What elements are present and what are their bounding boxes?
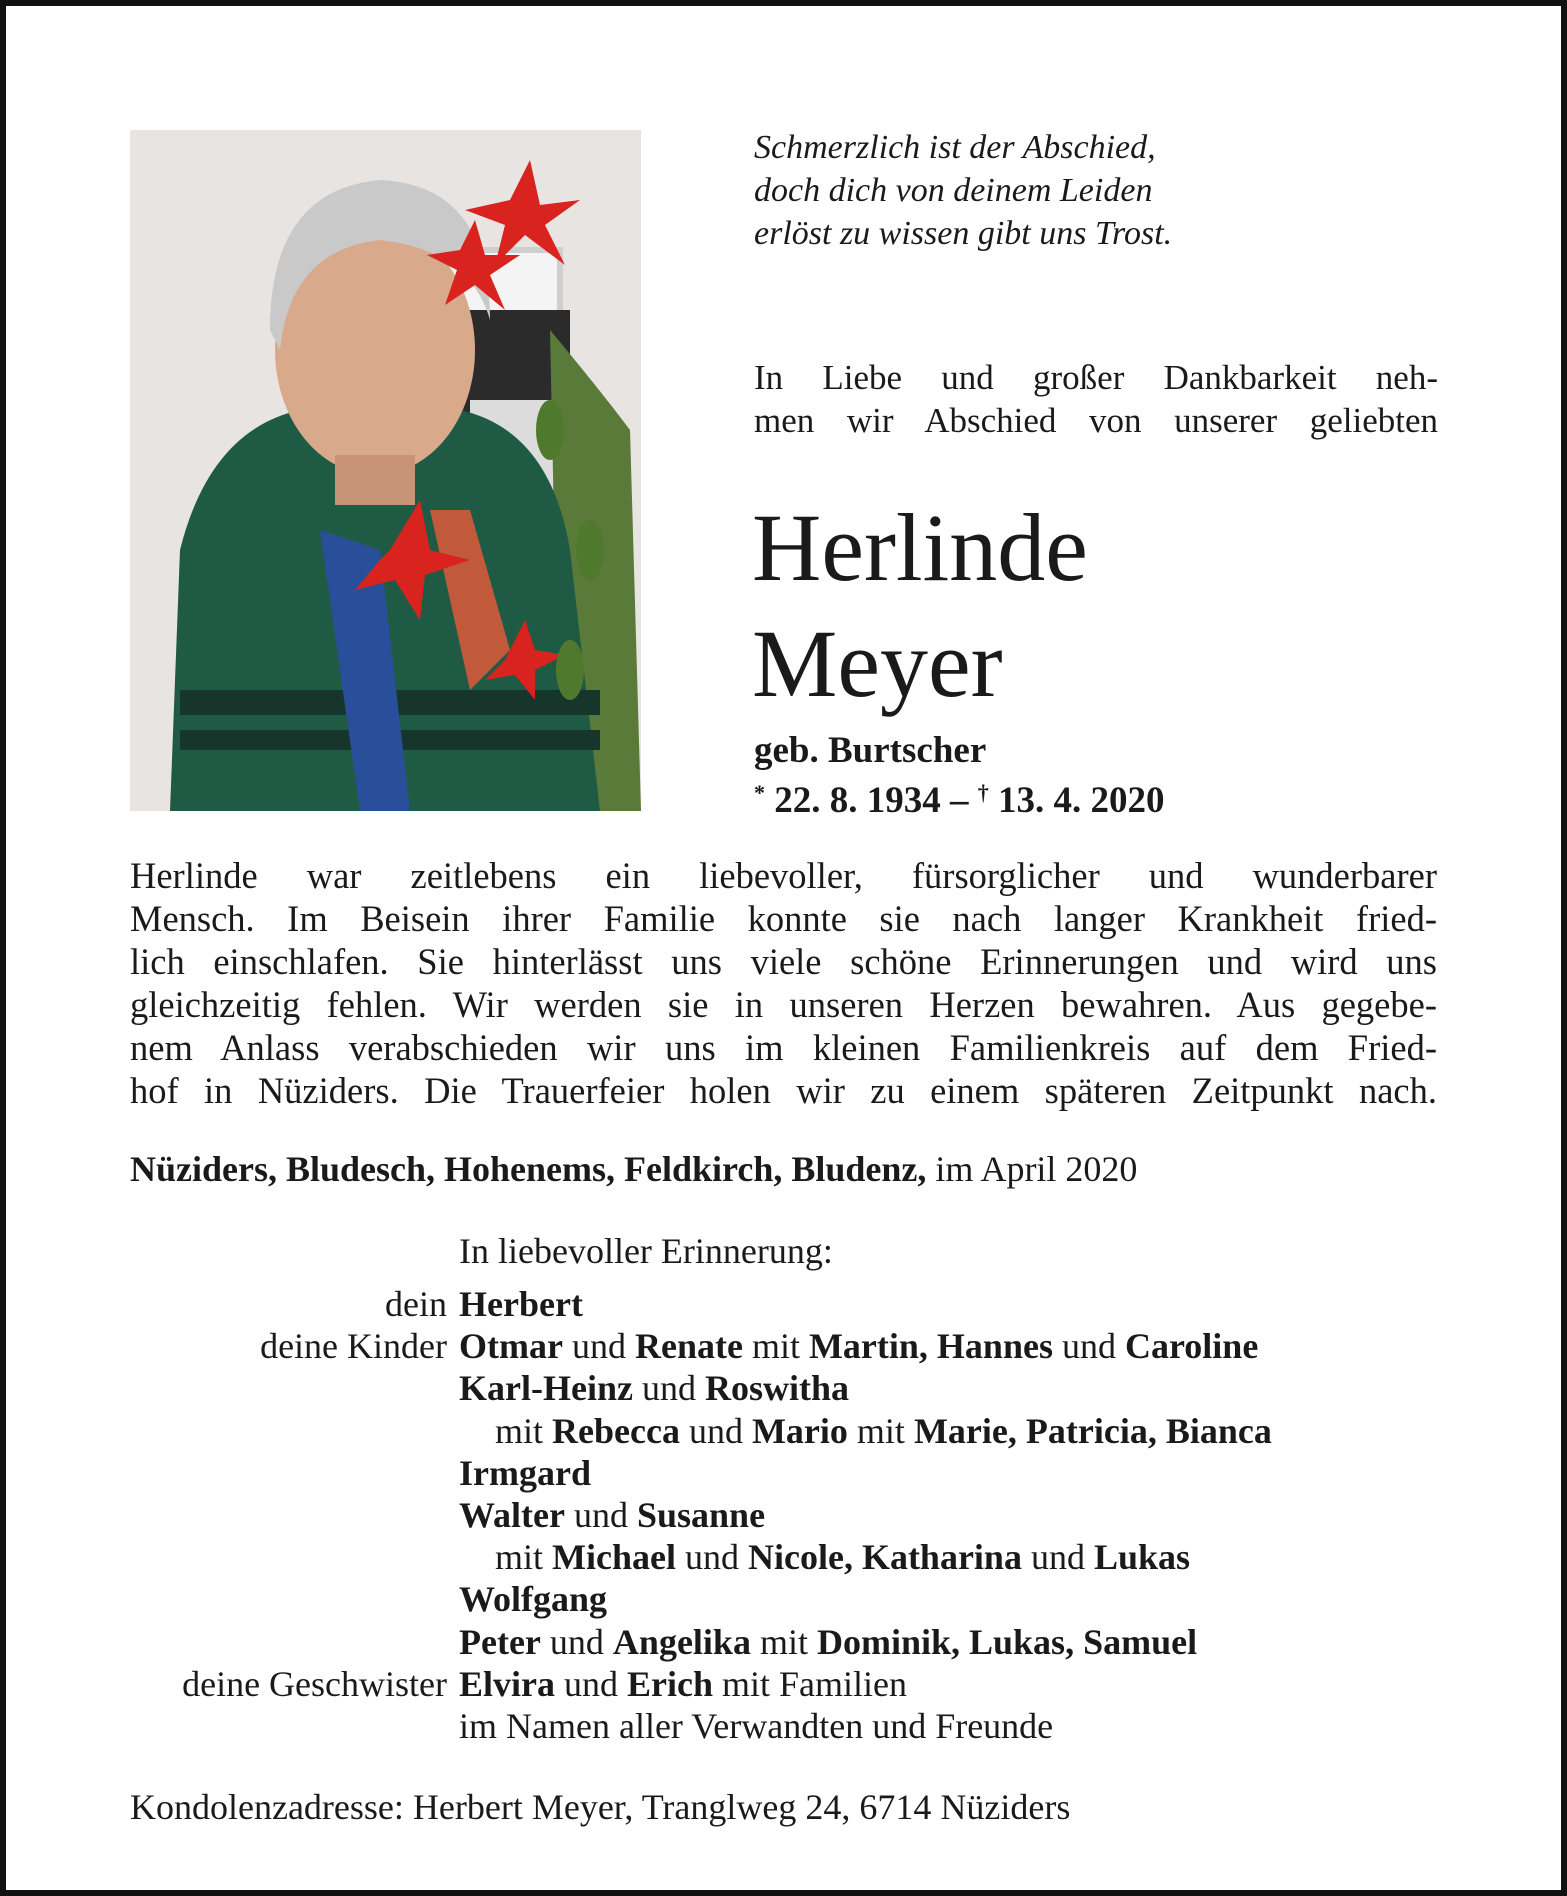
- family-names: [459, 1494, 765, 1536]
- relation-label: deine Kinder: [260, 1326, 447, 1367]
- family-row: [130, 1621, 1272, 1663]
- connector-text: und: [1052, 1326, 1125, 1367]
- family-row: [130, 1578, 1272, 1620]
- intro-text: [754, 356, 1438, 442]
- family-member-name: Lukas: [1093, 1537, 1191, 1578]
- connector-text: und: [679, 1410, 752, 1451]
- family-row: [130, 1705, 1272, 1747]
- family-names: [459, 1283, 583, 1325]
- connector-text: und: [555, 1663, 627, 1704]
- family-names: [459, 1367, 849, 1409]
- relation-label: [130, 1410, 459, 1452]
- body-line: Mensch. Im Beisein ihrer Familie konnte sie nach langer Krankheit fried-: [130, 898, 1437, 939]
- body-line: hof in Nüziders. Die Trauerfeier holen wir zu einem späteren Zeitpunkt nach.: [130, 1070, 1437, 1111]
- family-member-name: Roswitha: [704, 1368, 849, 1409]
- family-member-name: Otmar: [459, 1326, 563, 1367]
- quote-line: doch dich von deinem Leiden: [754, 172, 1153, 209]
- places-line: [130, 1148, 1137, 1191]
- quote-line: Schmerzlich ist der Abschied,: [754, 129, 1156, 166]
- relation-label: [130, 1494, 459, 1536]
- connector-text: und: [564, 1495, 637, 1536]
- family-names: [459, 1410, 1272, 1452]
- connector-text: und: [562, 1326, 635, 1367]
- relation-label: [130, 1452, 459, 1494]
- family-member-name: Karl-Heinz: [459, 1368, 633, 1409]
- body-line: lich einschlafen. Sie hinterlässt uns viele schöne Erinnerungen und wird uns: [130, 941, 1437, 982]
- family-member-name: Rebecca: [552, 1410, 680, 1451]
- connector-text: mit: [495, 1537, 553, 1578]
- family-row: [130, 1367, 1272, 1409]
- family-member-name: Irmgard: [459, 1452, 591, 1493]
- body-line: Herlinde war zeitlebens ein liebevoller, fürsorglicher und wunderbarer: [130, 855, 1437, 896]
- family-names: [459, 1325, 1258, 1367]
- family-member-name: Mario: [751, 1410, 848, 1451]
- death-symbol: †: [977, 780, 989, 805]
- family-row: [130, 1536, 1272, 1578]
- connector-text: mit: [495, 1410, 553, 1451]
- connector-text: mit: [742, 1326, 809, 1367]
- relation-label: dein: [385, 1284, 447, 1324]
- connector-text: und: [1021, 1537, 1094, 1578]
- family-row: [130, 1494, 1272, 1536]
- last-name: Meyer: [752, 610, 1003, 717]
- intro-line: In Liebe und großer Dankbarkeit neh-: [754, 358, 1438, 397]
- family-row: [130, 1325, 1272, 1367]
- family-member-name: Michael: [552, 1537, 676, 1578]
- family-member-name: Elvira: [459, 1663, 555, 1704]
- family-row: [130, 1283, 1272, 1325]
- places-towns: Nüziders, Bludesch, Hohenems, Feldkirch, Bludenz,: [130, 1149, 927, 1189]
- family-row: [130, 1663, 1272, 1705]
- family-member-name: Marie, Patricia, Bianca: [913, 1410, 1272, 1451]
- body-line: nem Anlass verabschieden wir uns im kleinen Familienkreis auf dem Fried-: [130, 1027, 1437, 1068]
- family-member-name: Caroline: [1124, 1326, 1259, 1367]
- connector-text: mit: [847, 1410, 914, 1451]
- relation-label: [130, 1367, 459, 1409]
- family-member-name: Dominik, Lukas, Samuel: [816, 1621, 1198, 1662]
- family-names: [459, 1621, 1197, 1663]
- connector-text: und: [540, 1621, 613, 1662]
- condolence-address: Kondolenzadresse: Herbert Meyer, Tranglweg 24, 6714 Nüziders: [130, 1787, 1071, 1827]
- family-member-name: Peter: [459, 1621, 541, 1662]
- family-member-name: Susanne: [636, 1495, 766, 1536]
- connector-text: mit Familien: [713, 1663, 907, 1704]
- intro-line: men wir Abschied von unserer geliebten: [754, 401, 1438, 440]
- family-names: [459, 1536, 1190, 1578]
- family-list: [130, 1283, 1272, 1747]
- family-names: [459, 1705, 1053, 1747]
- date-dash: –: [940, 780, 978, 821]
- relation-label: [130, 1578, 459, 1620]
- connector-text: und: [632, 1368, 705, 1409]
- born-symbol: *: [754, 780, 765, 805]
- family-names: [459, 1663, 907, 1705]
- relation-label: [130, 1536, 459, 1578]
- birth-date: 22. 8. 1934: [774, 780, 941, 821]
- birth-name: geb. Burtscher: [754, 730, 987, 771]
- family-names: [459, 1578, 607, 1620]
- first-name: Herlinde: [752, 494, 1088, 601]
- remember-heading: In liebevoller Erinnerung:: [459, 1231, 833, 1271]
- connector-text: im Namen aller Verwandten und Freunde: [459, 1706, 1054, 1747]
- family-member-name: Erich: [627, 1663, 713, 1704]
- memorial-quote: [754, 126, 1172, 255]
- connector-text: mit: [750, 1621, 817, 1662]
- relation-label: [130, 1705, 459, 1747]
- birth-info: [754, 730, 1165, 822]
- family-row: [130, 1410, 1272, 1452]
- death-date: 13. 4. 2020: [998, 780, 1165, 821]
- family-member-name: Herbert: [459, 1284, 583, 1324]
- places-date: im April 2020: [926, 1149, 1138, 1189]
- relation-label: deine Geschwister: [182, 1663, 447, 1704]
- family-row: [130, 1452, 1272, 1494]
- life-dates: [754, 772, 1165, 822]
- family-member-name: Martin, Hannes: [808, 1326, 1053, 1367]
- relation-label: [130, 1621, 459, 1663]
- family-member-name: Wolfgang: [459, 1579, 608, 1620]
- obituary-text: [130, 854, 1437, 1112]
- family-member-name: Walter: [459, 1495, 565, 1536]
- family-member-name: Angelika: [612, 1621, 751, 1662]
- deceased-name: [752, 490, 1088, 722]
- portrait-photo: [130, 130, 641, 811]
- connector-text: und: [675, 1537, 748, 1578]
- family-names: [459, 1452, 591, 1494]
- quote-line: erlöst zu wissen gibt uns Trost.: [754, 215, 1173, 252]
- body-line: gleichzeitig fehlen. Wir werden sie in unseren Herzen bewahren. Aus gegebe-: [130, 984, 1437, 1025]
- family-member-name: Nicole, Katharina: [747, 1537, 1022, 1578]
- family-member-name: Renate: [634, 1326, 743, 1367]
